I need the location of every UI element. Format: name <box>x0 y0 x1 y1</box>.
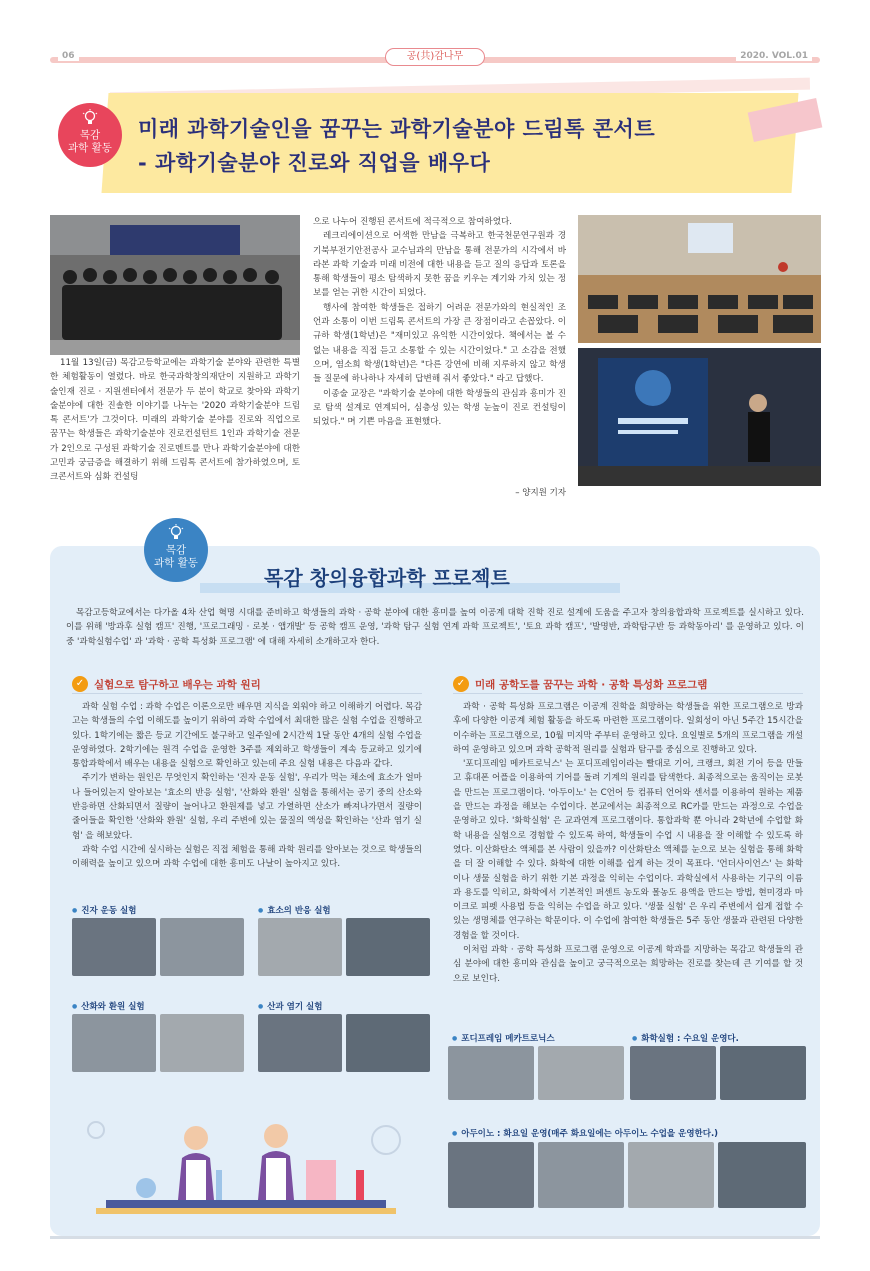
experiment-photo <box>160 1014 244 1072</box>
experiment-photo <box>346 1014 430 1072</box>
photo-caption: ● 산과 염기 실험 <box>258 1000 322 1012</box>
experiment-photo <box>72 918 156 976</box>
experiment-photo <box>160 918 244 976</box>
experiment-photo <box>346 918 430 976</box>
page-header <box>50 50 820 64</box>
publication-title: 공(共)감나무 <box>385 48 485 66</box>
subsection-heading-right: ✓ 미래 공학도를 꿈꾸는 과학 · 공학 특성화 프로그램 <box>453 676 803 692</box>
reporter-byline: – 양지원 기자 <box>515 488 566 498</box>
check-icon: ✓ <box>72 676 88 692</box>
right-column-text: 과학 · 공학 특성화 프로그램은 이공계 진학을 희망하는 학생들을 위한 프로그램으로 방과 후에 다양한 이공계 체험 활동을 하도록 마련한 프로그램이다. 일회성이 아닌 5주간 15시간을 이수하는 프로그램으로, 10월 미지막 주부터 운영하고 있다. 요일별로 5개의 프로그램을 개설하여 운영하고 있으며 과학 공학적 원리를 실험과 탐구를 중심으로 진행하고 있다. '포디프레임 메카트로닉스' 는 포디프레임이라는 빨대로 기어, 크랭크, 회전 기어 등을 만들고 휴대폰 어플을 이용하여 기어를 돌려 기계의 원리를 탐색한다. 최종적으로는 움직이는 로봇을 만드는 프로그램이다. '아두이노' 는 C언어 등 컴퓨터 언어와 센서를 이용하여 원하는 제품을 만드는 과정을 해보는 수업이다. 본교에서는 최종적으로 RC카를 만드는 과정으로 수업을 운영하고 있다. '화학실험' 은 교과연계 프로그램이다. 통합과학 뿐 아니라 2학년에 수업할 화학 내용을 실험으로 경험할 수 있도록 하여, 학생들이 수업 시 내용을 잘 이해할 수 있도록 하였다. 이산화탄소 액체를 본 사람이 있을까? 이산화탄소 액체를 눈으로 보는 실험을 통해 화학을 더 잘 이해할 수 있다. 화학에 대한 이해를 쉽게 하는 것이 목표다. '언더사이언스' 는 화학이나 생물 실험을 하기 위한 기본 과정을 익히는 수업이다. 과학실에서 사용하는 기구의 이름과 용도를 익히고, 화학에서 기본적인 퍼센트 농도와 몰농도 용액을 만드는 방법, 현미경과 마이크로 피펫 사용법 등을 익히는 수업을 하고 있다. '생물 실험' 은 우리 주변에서 쉽게 접할 수 있는 생명체를 연구하는 학문이다. 이 수업에 참여한 학생들은 5주 동안 생물과 관련된 다양한 경험을 할 것이다. 이처럼 과학 · 공학 특성화 프로그램 운영으로 이공계 학과를 지망하는 목감고 학생들의 관심 분야에 대한 흥미와 관심을 높이고 궁극적으로는 희망하는 진로를 찾는데 큰 기여를 할 것으로 보인다. <box>453 702 803 984</box>
photo-caption: ● 포디프레임 메카트로닉스 <box>452 1032 555 1044</box>
lightbulb-icon <box>82 109 98 127</box>
experiment-photo <box>258 918 342 976</box>
scientists-illustration <box>66 1100 426 1230</box>
project-intro: 목감고등학교에서는 다가올 4차 산업 혁명 시대를 준비하고 학생들의 과학 · 공학 분야에 대한 흥미를 높여 이공계 대학 진학 진로 설계에 도움을 주고자 창의융합과학 프로젝트를 실시하고 있다. 이를 위해 '방과후 실험 캠프' 진행, '프로그래밍 · 로봇 · 앱개발' 등 공학 캠프 운영, '과학 탐구 실험 연계 과학 프로젝트', '토요 과학 캠프', '발명반, 과학탐구반 등 과학동아리' 를 운영하고 있다. 이 중 '과학실험수업' 과 '과학 · 공학 특성화 프로그램' 에 대해 자세히 소개하고자 한다. <box>66 608 804 647</box>
program-photo <box>720 1046 806 1100</box>
article-title: 미래 과학기술인을 꿈꾸는 과학기술분야 드림톡 콘서트 <box>138 117 656 141</box>
science-activity-badge-2: 목감 과학 활동 <box>144 518 208 582</box>
experiment-photo <box>258 1014 342 1072</box>
photo-caption: ● 화학실험 : 수요일 운영다. <box>632 1032 739 1044</box>
article-column-1: 11월 13일(금) 목감고등학교에는 과학기술 분야와 관련한 특별한 체험활동이 열렸다. 바로 한국과학창의재단이 지원하고 과학기술인재 진로 · 지원센터에서 전문가 두 분이 학교로 찾아와 과학기술분야에 대한 진솔한 이야기를 나누는 '2020 과학기술분야 드림톡 콘서트'가 그것이다. 미래의 과학기술 분야를 진로와 직업으로 꿈꾸는 학생들은 과학기술분야 진로컨설턴트 1인과 과학기술 전문가 2인으로 구성된 과학기술 진로멘트를 만나 과학기술분야에 대한 고민과 궁금증을 해결하기 위해 드림톡 콘서트에 참가하였으며, 토크콘서트와 심화 컨설팅 <box>50 358 300 483</box>
left-column-text: 과학 실험 수업 : 과학 수업은 이론으로만 배우면 지식을 외워야 하고 이해하기 어렵다. 목감고는 학생들의 수업 이해도를 높이기 위하여 과학 수업에서 최대한 많은 실험 수업을 진행하고 있다. 1학기에는 짧은 등교 기간에도 불구하고 일주일에 2시간씩 1달 동안 4개의 실험 수업을 운영하였다. 2학기에는 원격 수업을 운영한 3주를 제외하고 학생들이 계속 등교하고 있기에 통합과학에서 배우는 내용을 실험으로 확인하고 있는데 주요 실험 내용은 다음과 같다. 주기가 변하는 원인은 무엇인지 확인하는 '진자 운동 실험', 우리가 먹는 채소에 효소가 얼마나 들어있는지 알아보는 '효소의 반응 실험', '산화와 환원' 실험을 통해서는 공기 중의 산소와 반응하면 산화되면서 질량이 늘어나고 환원제를 넣고 가열하면 산소가 빠져나가면서 질량이 줄어들을 확인한 '산화와 환원' 실험, 우리 주변에 있는 물질의 액성을 확인하는 '산과 염기 실험' 을 해보았다. 과학 수업 시간에 실시하는 실험은 직접 체험을 통해 과학 원리를 알아보는 것으로 학생들의 이해력을 높이고 있으며 과학 수업에 대한 흥미도 나날이 높아지고 있다. <box>72 702 422 870</box>
program-photo <box>538 1142 624 1208</box>
program-photo <box>630 1046 716 1100</box>
photo-caption: ● 진자 운동 실험 <box>72 904 136 916</box>
photo-caption: ● 효소의 반응 실험 <box>258 904 331 916</box>
page-number: 06 <box>58 51 79 61</box>
article-column-2: 으로 나누어 진행된 콘서트에 적극적으로 참여하였다. 레크리에이션으로 어색한 만남을 극복하고 한국천문연구원과 경기북부전기안전공사 교수님과의 만남을 통해 전문가의 시각에서 바라본 과학 기술과 미래 비전에 대한 내용을 듣고 질의 응답과 토론을 통해 학생들이 평소 탐색하지 못한 꿈을 키우는 계기와 가치 있는 정보를 얻는 귀한 시간이 되었다. 행사에 참여한 학생들은 접하기 어려운 전문가와의 현실적인 조언과 소통이 이번 드림톡 콘서트의 가장 큰 장점이라고 손꼽았다. 이규하 학생(1학년)은 "재미있고 유익한 시간이었다. 책에서는 볼 수 없는 내용을 직접 듣고 소통할 수 있는 시간이었다." 고 소감을 전했으며, 염소희 학생(1학년)은 "다른 강연에 비해 지루하지 않고 학생들 질문에 하나하나 자세히 답변해 줘서 좋았다." 라고 답했다. 이종술 교장은 "과학기술 분야에 대한 학생들의 관심과 흥미가 진로 탐색 설계로 연계되어, 심층성 있는 학생 눈높이 진로 컨설팅이 되었다." 며 기쁜 마음을 표현했다. <box>313 217 566 428</box>
program-photo <box>718 1142 806 1208</box>
experiment-photo <box>72 1014 156 1072</box>
science-activity-badge: 목감 과학 활동 <box>58 103 122 167</box>
photo-caption: ● 산화와 환원 실험 <box>72 1000 145 1012</box>
group-photo <box>50 215 300 355</box>
title-highlight <box>102 93 799 193</box>
program-photo <box>448 1142 534 1208</box>
lightbulb-icon <box>168 524 184 542</box>
concert-audience-photo <box>578 215 821 343</box>
subsection-heading-left: ✓ 실험으로 탐구하고 배우는 과학 원리 <box>72 676 422 692</box>
footer-rule <box>50 1236 820 1239</box>
program-photo <box>538 1046 624 1100</box>
section1-title-banner <box>50 85 820 195</box>
volume-label: 2020. VOL.01 <box>736 51 812 61</box>
program-photo <box>628 1142 714 1208</box>
program-photo <box>448 1046 534 1100</box>
check-icon: ✓ <box>453 676 469 692</box>
speaker-photo <box>578 348 821 486</box>
project-title: 목감 창의융합과학 프로젝트 <box>264 566 510 590</box>
photo-caption: ● 아두이노 : 화요일 운영(매주 화요일에는 아두이노 수업을 운영한다.) <box>452 1127 718 1139</box>
article-subtitle: - 과학기술분야 진로와 직업을 배우다 <box>138 151 491 175</box>
